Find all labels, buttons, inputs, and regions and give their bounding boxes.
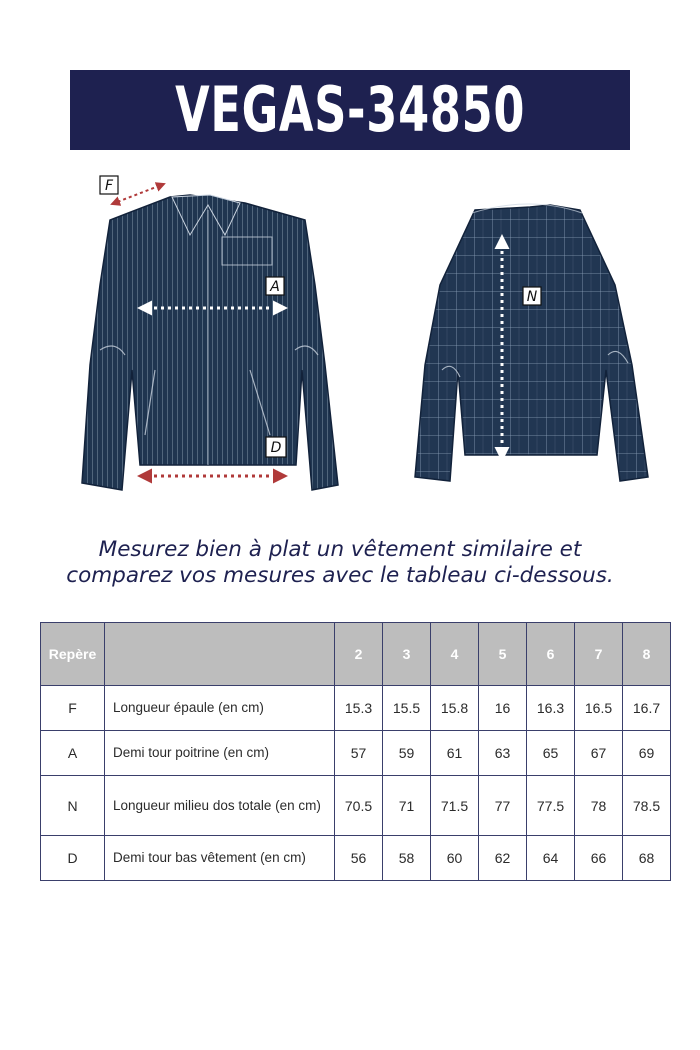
row-value: 15.8 [431,686,479,731]
row-value: 16 [479,686,527,731]
row-value: 16.5 [575,686,623,731]
row-marker: A [41,731,105,776]
header-size: 8 [623,623,671,686]
row-value: 71.5 [431,776,479,836]
marker-tag-f [100,176,118,194]
svg-text:F: F [104,178,114,194]
row-value: 56 [335,836,383,881]
row-value: 60 [431,836,479,881]
jacket-illustration [60,165,660,505]
arrow-shoulder [112,184,164,204]
title-banner [70,70,630,150]
row-value: 69 [623,731,671,776]
header-label [105,623,335,686]
product-title: VEGAS-34850 [174,73,526,146]
row-value: 16.7 [623,686,671,731]
header-marker: Repère [41,623,105,686]
row-label: Longueur milieu dos totale (en cm) [105,776,335,836]
svg-text:N: N [526,289,538,305]
svg-text:D: D [270,440,282,456]
table-row [41,836,671,881]
row-value: 59 [383,731,431,776]
instructions-line-1: Mesurez bien à plat un vêtement similaire et [98,537,582,562]
row-marker: D [41,836,105,881]
row-value: 70.5 [335,776,383,836]
marker-tag-a [266,277,284,295]
row-value: 78.5 [623,776,671,836]
table-row [41,686,671,731]
header-size: 3 [383,623,431,686]
table-row [41,776,671,836]
row-value: 58 [383,836,431,881]
row-value: 62 [479,836,527,881]
measuring-instructions [40,537,640,589]
row-value: 66 [575,836,623,881]
row-value: 15.3 [335,686,383,731]
row-label: Demi tour poitrine (en cm) [105,731,335,776]
row-value: 77.5 [527,776,575,836]
instructions-line-2: comparez vos mesures avec le tableau ci-dessous. [66,563,614,588]
table-header-row [41,623,671,686]
row-value: 61 [431,731,479,776]
header-size: 5 [479,623,527,686]
row-value: 65 [527,731,575,776]
row-value: 78 [575,776,623,836]
row-value: 77 [479,776,527,836]
front-jacket [82,195,338,490]
header-size: 4 [431,623,479,686]
row-marker: F [41,686,105,731]
row-value: 15.5 [383,686,431,731]
header-size: 6 [527,623,575,686]
row-value: 67 [575,731,623,776]
table-row [41,731,671,776]
row-value: 57 [335,731,383,776]
header-size: 7 [575,623,623,686]
row-label: Longueur épaule (en cm) [105,686,335,731]
marker-tag-d [266,437,286,457]
row-marker: N [41,776,105,836]
row-value: 16.3 [527,686,575,731]
marker-tag-n [523,287,541,305]
row-label: Demi tour bas vêtement (en cm) [105,836,335,881]
header-size: 2 [335,623,383,686]
row-value: 63 [479,731,527,776]
row-value: 64 [527,836,575,881]
back-jacket [415,204,648,481]
size-chart-table [40,622,671,881]
row-value: 71 [383,776,431,836]
svg-text:A: A [270,279,280,295]
row-value: 68 [623,836,671,881]
